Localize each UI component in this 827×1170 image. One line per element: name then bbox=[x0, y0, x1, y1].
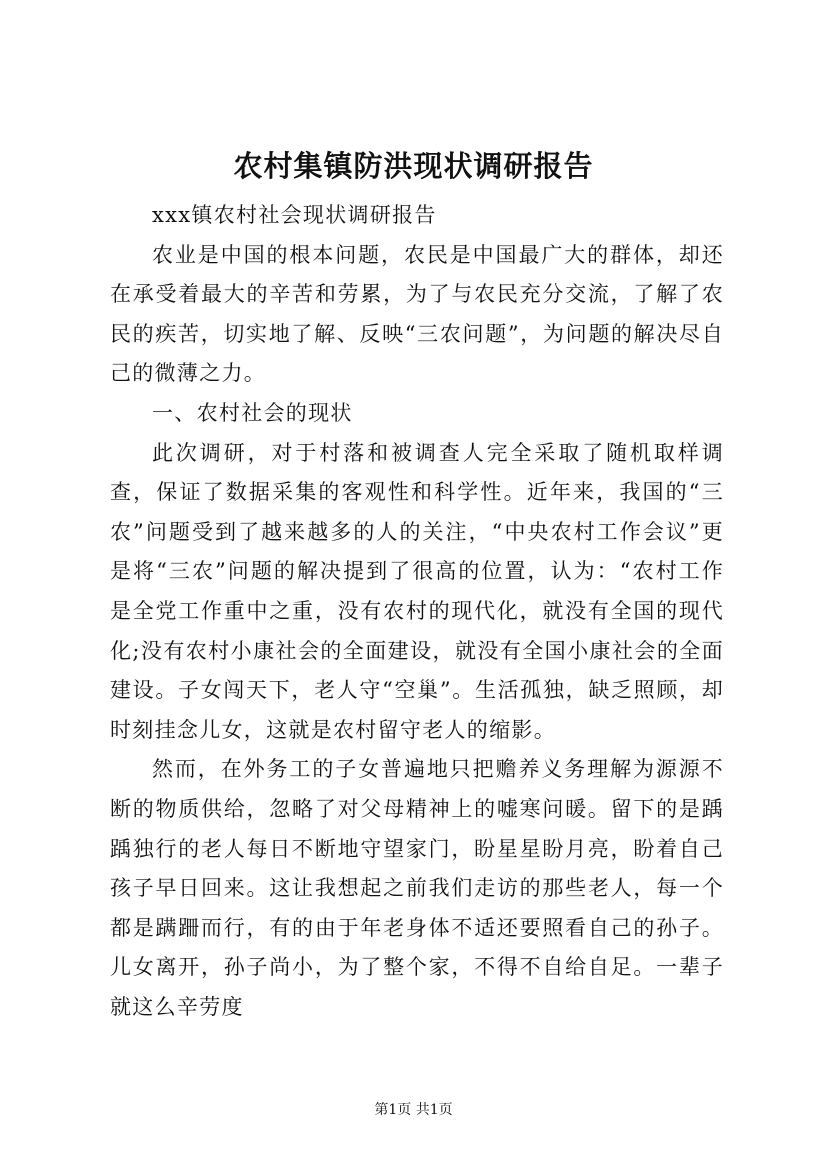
document-body bbox=[110, 196, 724, 1027]
page-footer: 第1页 共1页 bbox=[374, 1102, 453, 1118]
subtitle-paragraph: xxx镇农村社会现状调研报告 bbox=[152, 203, 437, 227]
section-heading: 一、农村社会的现状 bbox=[152, 400, 353, 425]
intro-paragraph: 农业是中国的根本问题，农民是中国最广大的群体，却还在承受着最大的辛苦和劳累，为了与农民充分交流，了解了农民的疾苦，切实地了解、反映“三农问题”，为问题的解决尽自己的微薄之力。 bbox=[110, 242, 724, 386]
document-title: 农村集镇防洪现状调研报告 bbox=[233, 149, 594, 183]
body-paragraph: 此次调研，对于村落和被调查人完全采取了随机取样调查，保证了数据采集的客观性和科学性。近年来，我国的“三农”问题受到了越来越多的人的关注，“中央农村工作会议”更是将“三农”问题的解决提到了很高的位置，认为：“农村工作是全党工作重中之重，没有农村的现代化，就没有全国的现代化;没有农村小康社会的全面建设，就没有全国小康社会的全面建设。子女闯天下，老人守“空巢”。生活孤独，缺乏照顾，却时刻挂念儿女，这就是农村留守老人的缩影。 bbox=[110, 440, 724, 742]
body-paragraph: 然而，在外务工的子女普遍地只把赡养义务理解为源源不断的物质供给，忽略了对父母精神上的嘘寒问暖。留下的是踽踽独行的老人每日不断地守望家门，盼星星盼月亮，盼着自己孩子早日回来。这让我想起之前我们走访的那些老人，每一个都是蹒跚而行，有的由于年老身体不适还要照看自己的孙子。儿女离开，孙子尚小，为了整个家，不得不自给自足。一辈子就这么辛劳度 bbox=[110, 757, 724, 1019]
